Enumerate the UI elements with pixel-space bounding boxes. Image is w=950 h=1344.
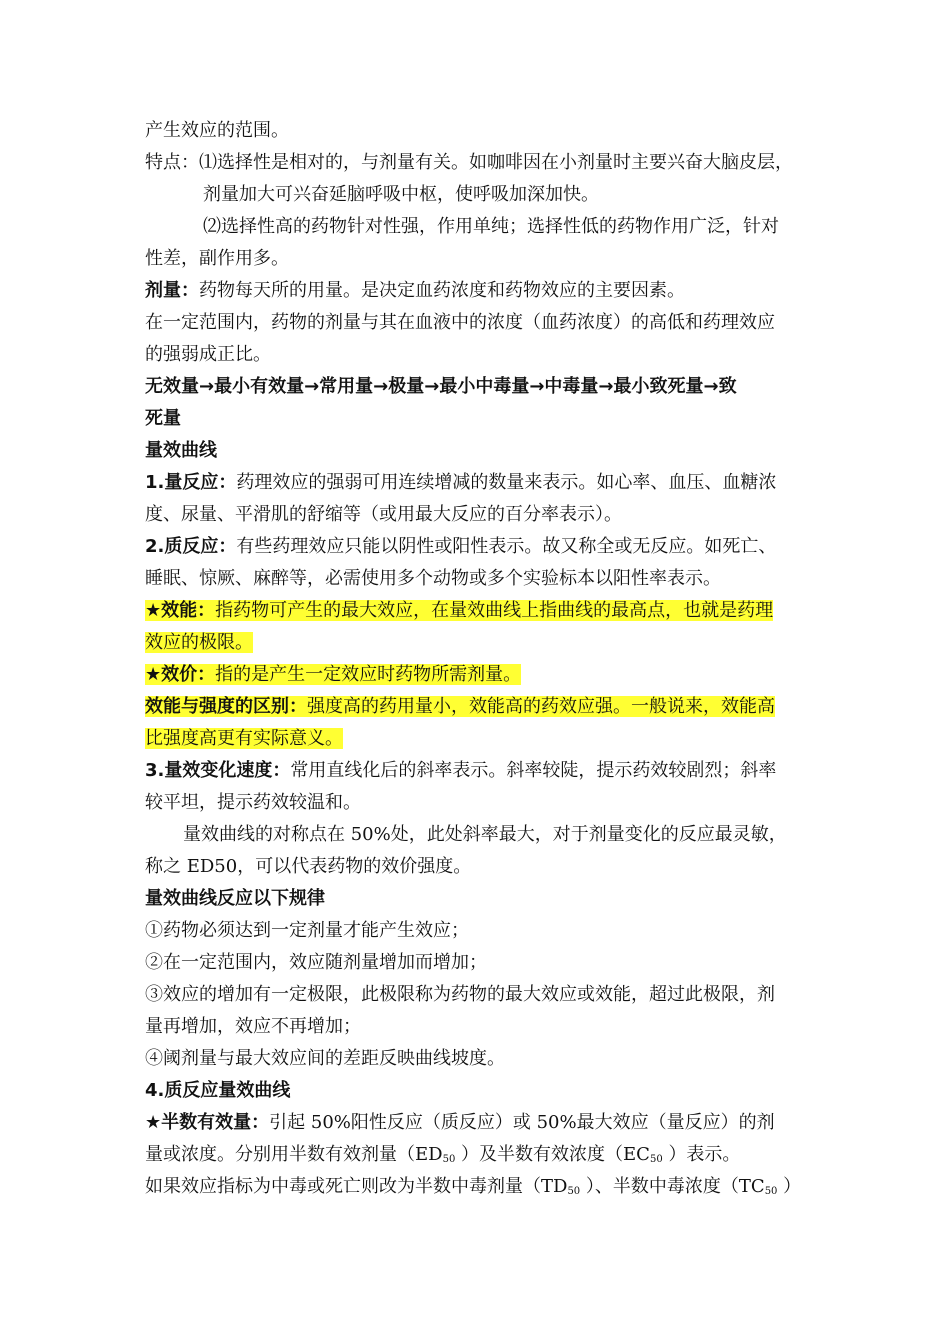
definition-text: 指的是产生一定效应时药物所需剂量。 [215,664,522,685]
list-item: ②在一定范围内，效应随剂量增加而增加； [145,952,487,973]
section-heading: 量效曲线 [145,440,217,461]
dose-sequence: 无效量→最小有效量→常用量→极量→最小中毒量→中毒量→最小致死量→致 [145,376,737,397]
slope-definition [145,755,808,787]
text-line: 比强度高更有实际意义。 [145,728,343,749]
list-item: 量再增加，效应不再增加； [145,1016,361,1037]
text-line: 量效曲线的对称点在 50%处，此处斜率最大，对于剂量变化的反应最灵敏， [183,824,787,845]
text-line: ⑵选择性高的药物针对性强，作用单纯；选择性低的药物作用广泛，针对 [203,216,779,237]
text-line: 剂量加大可兴奋延脑呼吸中枢，使呼吸加深加快。 [203,184,599,205]
text-line: 睡眠、惊厥、麻醉等，必需使用多个动物或多个实验标本以阳性率表示。 [145,568,721,589]
text-line: 如果效应指标为中毒或死亡则改为半数中毒剂量（$TD_{50}$ ）、半数中毒浓度（$TC_{50}$ ） [145,1176,802,1197]
definition-text: 药物每天所的用量。是决定血药浓度和药物效应的主要因素。 [199,280,685,301]
text-line: 产生效应的范围。 [145,120,289,141]
graded-response [145,467,808,499]
page-footer [300,1316,700,1330]
list-item: ④阈剂量与最大效应间的差距反映曲线坡度。 [145,1048,505,1069]
text-line: 量或浓度。分别用半数有效剂量（$ED_{50}$ ）及半数有效浓度（$EC_{50}$ ）表示。 [145,1144,741,1165]
efficacy-definition [145,595,808,627]
quantal-response [145,531,808,563]
term-label: ★效能： [145,600,216,621]
definition-text: 有些药理效应只能以阴性或阳性表示。故又称全或无反应。如死亡、 [236,536,777,557]
term-label: ★效价： [145,664,216,685]
term-label: 3.量效变化速度： [145,760,291,781]
ed50-definition [145,1107,808,1139]
definition-text: 指药物可产生的最大效应，在量效曲线上指曲线的最高点，也就是药理 [215,600,774,621]
dose-sequence: 死量 [145,408,181,429]
document-body [145,115,808,1203]
definition-text: 药理效应的强弱可用连续增减的数量来表示。如心率、血压、血糖浓 [236,472,777,493]
term-label: 剂量： [145,280,199,301]
text-line: 的强弱成正比。 [145,344,271,365]
dose-definition [145,275,808,307]
definition-text: 强度高的药用量小，效能高的药效应强。一般说来，效能高 [307,696,775,717]
potency-definition [145,659,808,691]
term-label: 效能与强度的区别： [145,696,307,717]
section-heading: 4.质反应量效曲线 [145,1080,291,1101]
text-line: 度、尿量、平滑肌的舒缩等（或用最大反应的百分率表示）。 [145,504,622,525]
section-heading: 量效曲线反应以下规律 [145,888,325,909]
text-line: 在一定范围内，药物的剂量与其在血液中的浓度（血药浓度）的高低和药理效应 [145,312,775,333]
term-label: 1.量反应： [145,472,237,493]
term-label: ★半数有效量： [145,1112,270,1133]
text-line: 较平坦，提示药效较温和。 [145,792,361,813]
definition-text: 引起 50%阳性反应（质反应）或 50%最大效应（量反应）的剂 [269,1112,775,1133]
text-line: 效应的极限。 [145,632,253,653]
list-item: ③效应的增加有一定极限，此极限称为药物的最大效应或效能，超过此极限，剂 [145,984,775,1005]
efficacy-potency-difference [145,691,808,723]
text-line: 性差，副作用多。 [145,248,289,269]
list-item: ①药物必须达到一定剂量才能产生效应； [145,920,469,941]
text-line: 称之 ED50，可以代表药物的效价强度。 [145,856,472,877]
term-label: 2.质反应： [145,536,237,557]
text-line: 特点：⑴选择性是相对的，与剂量有关。如咖啡因在小剂量时主要兴奋大脑皮层， [145,152,793,173]
definition-text: 常用直线化后的斜率表示。斜率较陡，提示药效较剧烈；斜率 [290,760,777,781]
